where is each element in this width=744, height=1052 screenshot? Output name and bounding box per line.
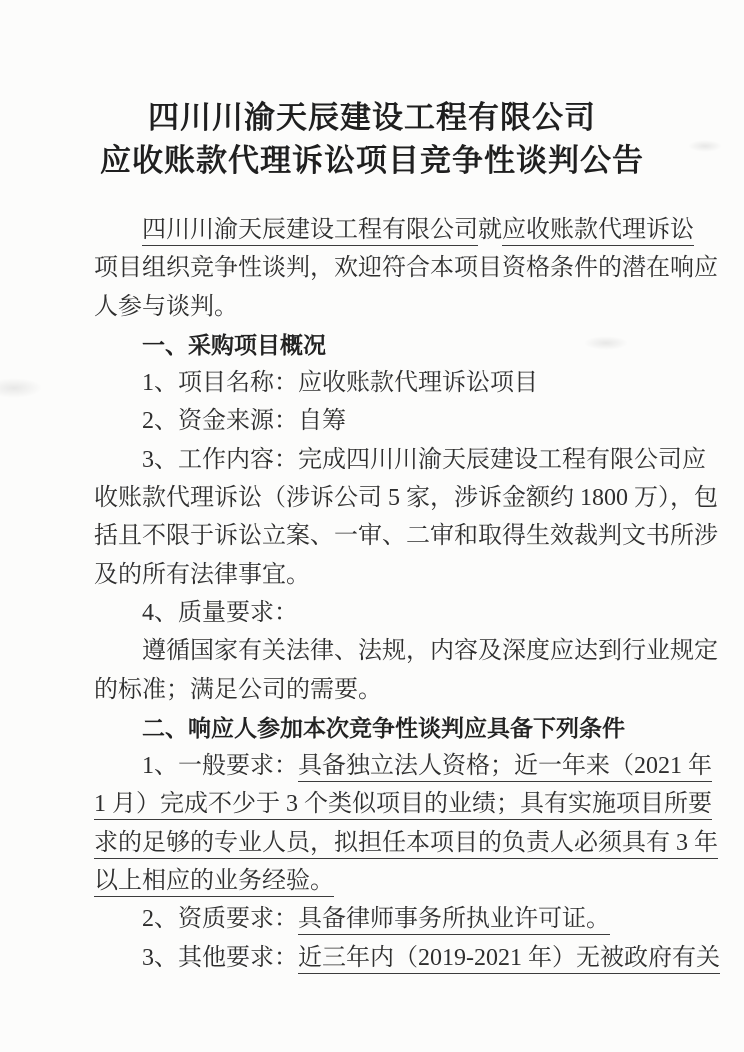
section2-other-label: 3、其他要求：: [142, 944, 298, 971]
section2-general-line1: [94, 747, 712, 785]
intro-line-1: [94, 211, 694, 249]
section2-general-underlined-l1: 具备独立法人资格；近一年来（2021 年: [298, 753, 712, 782]
section2-heading: 二、响应人参加本次竞争性谈判应具备下列条件: [142, 714, 625, 741]
intro-project-underlined: 应收账款代理诉讼: [502, 217, 694, 246]
intro-company-underlined: 四川川渝天辰建设工程有限公司: [142, 217, 478, 246]
section2-general-label: 1、一般要求：: [142, 753, 298, 780]
section1-item-funding: 2、资金来源：自筹: [142, 408, 346, 435]
section1-item-work-line3: 括且不限于诉讼立案、一审、二审和取得生效裁判文书所涉: [94, 523, 718, 550]
section2-other-line: [94, 939, 720, 977]
section2-qualification-label: 2、资质要求：: [142, 906, 298, 933]
section1-quality-line2: 的标准；满足公司的需要。: [94, 676, 382, 703]
scan-smudge: [0, 378, 42, 398]
section2-general-line4: [94, 862, 652, 900]
section1-heading: 一、采购项目概况: [142, 331, 326, 358]
section1-item-work-line2: 收账款代理诉讼（涉诉公司 5 家，涉诉金额约 1800 万），包: [94, 485, 718, 512]
section2-general-underlined-l2: 1 月）完成不少于 3 个类似项目的业绩；具有实施项目所要: [94, 791, 712, 820]
section2-qualification-line: [94, 900, 652, 938]
intro-line-2: 项目组织竞争性谈判，欢迎符合本项目资格条件的潜在响应: [94, 255, 718, 282]
section2-other-underlined: 近三年内（2019-2021 年）无被政府有关: [298, 945, 720, 974]
section2-general-underlined-l4: 以上相应的业务经验。: [94, 868, 334, 897]
section2-general-line2: [94, 785, 712, 823]
document-body: [94, 211, 720, 977]
section2-qualification-underlined: 具备律师事务所执业许可证。: [298, 906, 610, 935]
intro-line-3: 人参与谈判。: [94, 293, 238, 320]
section1-quality-line1: 遵循国家有关法律、法规，内容及深度应达到行业规定: [142, 638, 718, 665]
document-title-line1: 四川川渝天辰建设工程有限公司: [148, 100, 596, 135]
section2-general-underlined-l3: 求的足够的专业人员，拟担任本项目的负责人必须具有 3 年: [94, 830, 718, 859]
section1-item-work-line4: 及的所有法律事宜。: [94, 561, 310, 588]
intro-connector: 就: [478, 217, 502, 243]
section1-item-work-line1: 3、工作内容：完成四川川渝天辰建设工程有限公司应: [142, 446, 706, 473]
document-title: [0, 96, 744, 182]
document-title-line2: 应收账款代理诉讼项目竞争性谈判公告: [100, 143, 644, 178]
section1-item-quality-label: 4、质量要求：: [142, 599, 298, 626]
section1-item-project-name: 1、项目名称：应收账款代理诉讼项目: [142, 370, 538, 397]
section2-general-line3: [94, 824, 718, 862]
